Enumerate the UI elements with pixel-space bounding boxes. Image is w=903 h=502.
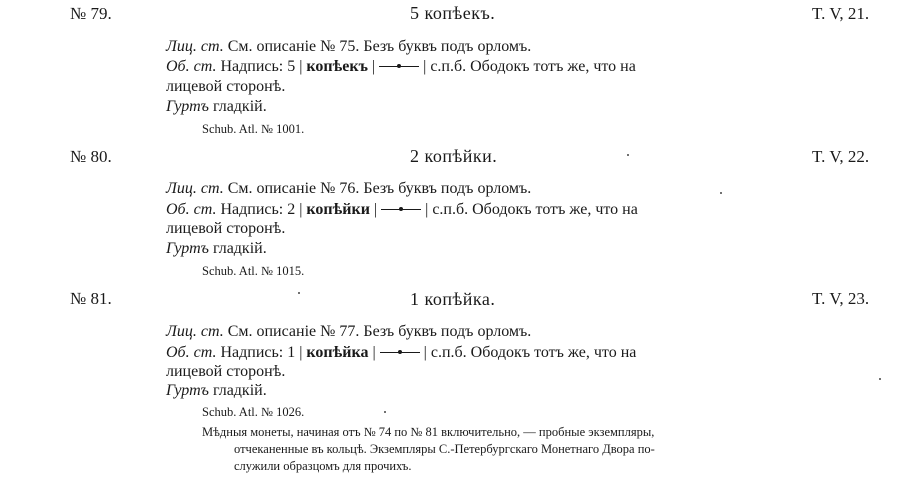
reverse-label: Об. ст. [166,58,217,75]
ornament-dash [379,62,419,72]
reverse-label: Об. ст. [166,344,217,361]
edge-label: Гуртъ [166,240,209,257]
scan-speck [879,378,881,380]
reverse-line [166,344,636,362]
obverse-text: См. описаніе № 76. Безъ буквъ подъ орломъ. [227,180,532,197]
edge-line [166,382,267,400]
reverse-continuation: лицевой сторонѣ. [166,78,286,95]
reverse-inscription-word: копѣйки [306,201,370,218]
scan-speck [627,154,629,156]
catalog-reference: Schub. Atl. № 1015. [202,264,305,278]
edge-text: гладкій. [212,240,267,257]
entry-number: № 79. [70,4,112,23]
obverse-label: Лиц. ст. [166,180,224,197]
entry-title: 5 копѣекъ. [410,3,496,23]
obverse-text: См. описаніе № 75. Безъ буквъ подъ орломъ. [227,38,532,55]
entry-number: № 80. [70,147,112,166]
edge-text: гладкій. [212,98,267,115]
obverse-line [166,38,531,56]
footnote-line: Мѣдныя монеты, начиная отъ № 74 по № 81 включительно, — пробные экземпляры, [202,425,655,439]
catalog-reference: Schub. Atl. № 1001. [202,122,305,136]
reverse-inscription-word: копѣекъ [306,58,368,75]
scan-speck [720,192,722,194]
reverse-text-start: Надпись: 2 | [220,201,303,218]
reverse-text-end: | с.п.б. Ободокъ тотъ же, что на [423,344,637,361]
footnote-line: служили образцомъ для прочихъ. [234,459,412,473]
edge-line [166,240,267,258]
reverse-inscription-word: копѣйка [306,344,369,361]
reverse-separator: | [373,201,378,218]
ornament-dash [380,348,420,358]
reverse-line [166,58,636,76]
reverse-line [166,201,638,219]
entry-title: 1 копѣйка. [410,289,496,309]
scan-speck [298,292,300,294]
edge-text: гладкій. [212,382,267,399]
edge-line [166,98,267,116]
reverse-text-end: | с.п.б. Ободокъ тотъ же, что на [425,201,638,218]
reverse-separator: | [372,344,376,361]
reverse-text-start: Надпись: 1 | [220,344,303,361]
reverse-label: Об. ст. [166,201,217,218]
reverse-continuation: лицевой сторонѣ. [166,220,286,237]
footnote-line: отчеканенные въ кольцѣ. Экземпляры С.-Петербургскаго Монетнаго Двора по- [234,442,655,456]
reverse-continuation: лицевой сторонѣ. [166,363,286,380]
entry-number: № 81. [70,289,112,308]
scan-speck [384,411,386,413]
obverse-line [166,323,531,341]
ornament-dash [381,205,421,215]
plate-reference: T. V, 21. [812,4,870,23]
obverse-label: Лиц. ст. [166,323,224,340]
edge-label: Гуртъ [166,98,209,115]
plate-reference: T. V, 23. [812,289,870,308]
entry-title: 2 копѣйки. [410,146,498,166]
reverse-separator: | [371,58,376,75]
reverse-text-end: | с.п.б. Ободокъ тотъ же, что на [423,58,636,75]
obverse-line [166,180,531,198]
catalog-reference: Schub. Atl. № 1026. [202,405,305,419]
edge-label: Гуртъ [166,382,209,399]
obverse-label: Лиц. ст. [166,38,224,55]
obverse-text: См. описаніе № 77. Безъ буквъ подъ орломъ. [227,323,532,340]
plate-reference: T. V, 22. [812,147,870,166]
reverse-text-start: Надпись: 5 | [220,58,303,75]
